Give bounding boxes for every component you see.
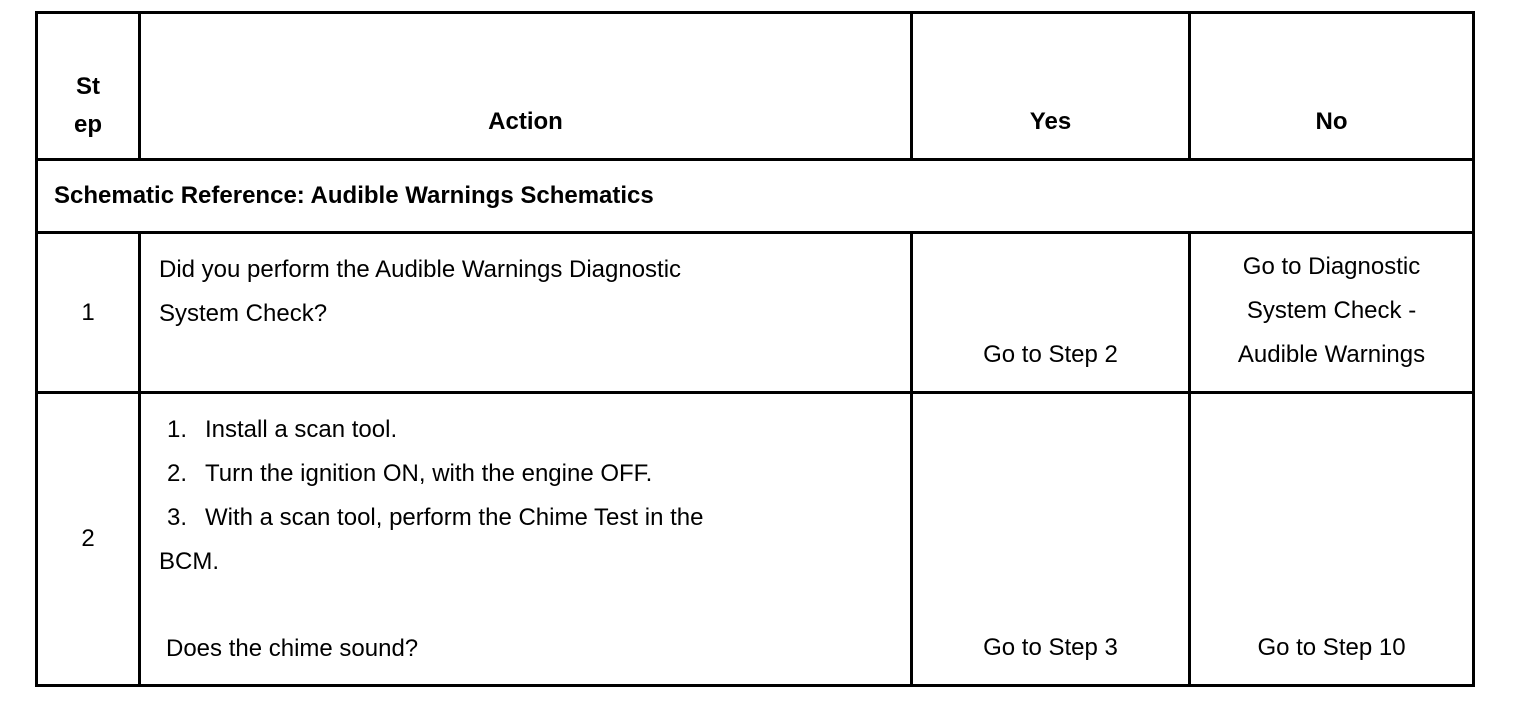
step-number: 1	[37, 233, 140, 393]
list-item-number: 1.	[166, 416, 187, 443]
step-header	[37, 13, 140, 160]
yes-result: Go to Step 2	[912, 233, 1190, 393]
list-item-text: With a scan tool, perform the Chime Test in the	[205, 504, 704, 531]
no-result-line3: Audible Warnings	[1237, 341, 1426, 368]
header-row	[37, 13, 1474, 160]
no-result: Go to Step 10	[1190, 393, 1474, 686]
diagnostic-table	[35, 11, 1475, 687]
table-row	[37, 393, 1474, 686]
step-header-line1: St	[76, 73, 100, 100]
table-row	[37, 233, 1474, 393]
list-item-text: Install a scan tool.	[205, 416, 398, 443]
list-item-number: 3.	[166, 504, 187, 531]
list-item	[159, 452, 910, 496]
action-cell	[140, 233, 912, 393]
list-item-number: 2.	[166, 460, 187, 487]
yes-result: Go to Step 3	[912, 393, 1190, 686]
action-question: Does the chime sound?	[166, 635, 419, 662]
schematic-reference-row	[37, 160, 1474, 233]
yes-header: Yes	[912, 13, 1190, 160]
action-header: Action	[140, 13, 912, 160]
list-item	[159, 496, 910, 540]
no-header: No	[1190, 13, 1474, 160]
list-item-continuation: BCM.	[159, 548, 219, 575]
action-cell	[140, 393, 912, 686]
schematic-reference: Schematic Reference: Audible Warnings Schematics	[37, 160, 1474, 233]
list-item-text: Turn the ignition ON, with the engine OFF.	[205, 460, 653, 487]
step-number: 2	[37, 393, 140, 686]
list-item	[159, 408, 910, 452]
no-result	[1190, 233, 1474, 393]
no-result-line1: Go to Diagnostic	[1242, 253, 1421, 280]
no-result-line2: System Check -	[1246, 297, 1417, 324]
step-header-line2: ep	[73, 111, 102, 138]
action-text-line2: System Check?	[159, 300, 328, 327]
action-text-line1: Did you perform the Audible Warnings Diagnostic	[159, 256, 682, 283]
